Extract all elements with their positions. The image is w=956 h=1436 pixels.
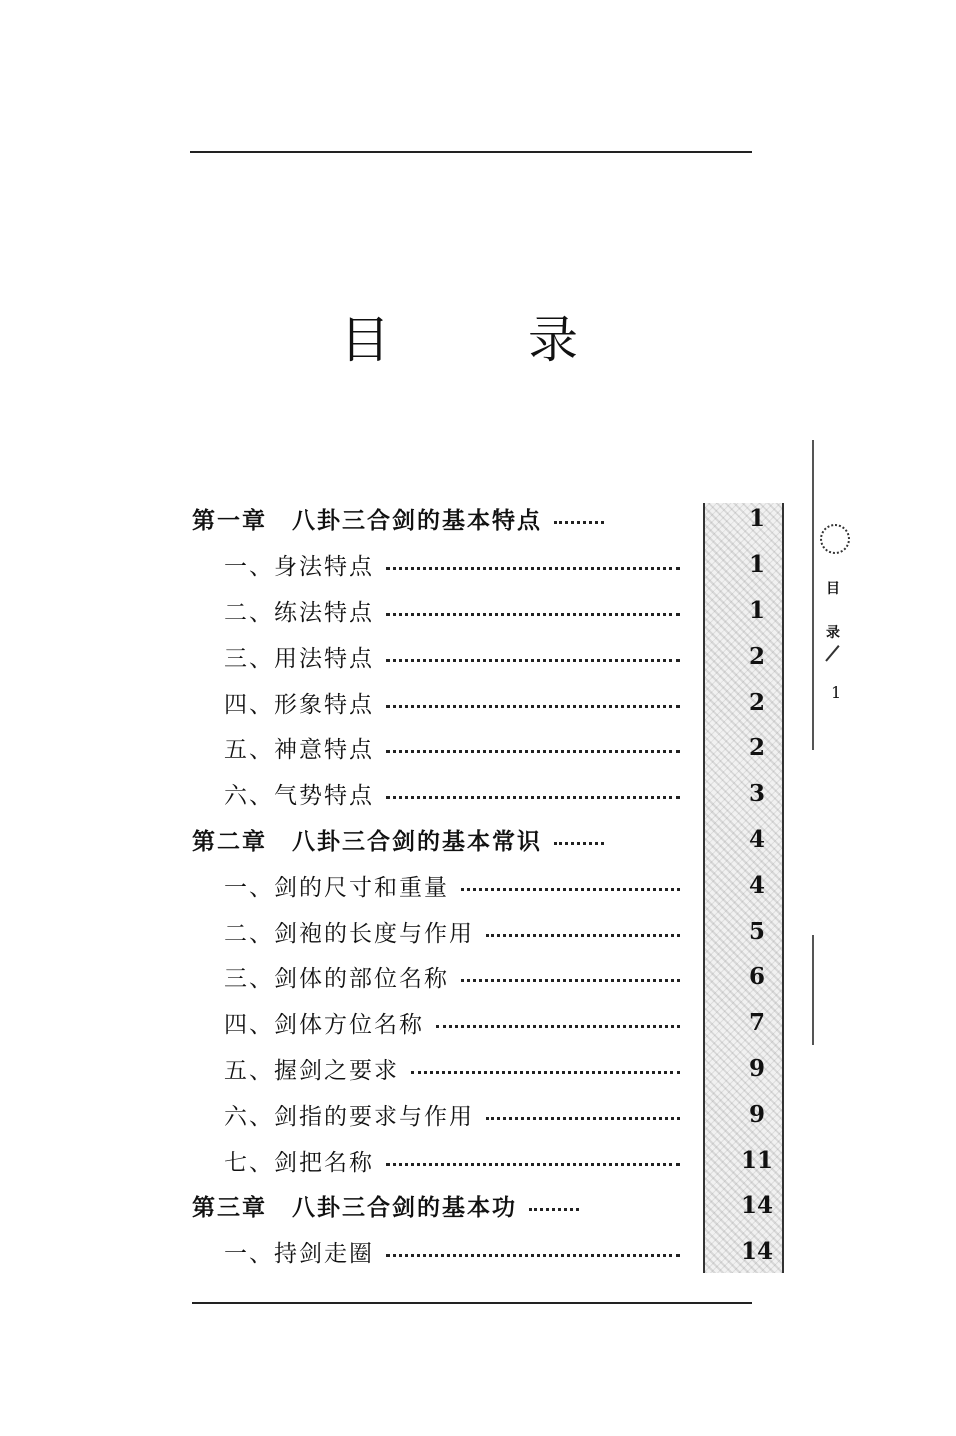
toc-label: 二、练法特点: [224, 599, 374, 626]
page-number: 11: [740, 1146, 773, 1174]
page-number: 3: [748, 780, 765, 808]
toc-label: 一、身法特点: [224, 554, 374, 581]
toc-label: 第二章 八卦三合剑的基本常识: [192, 828, 542, 855]
title-char-1: 目: [340, 311, 392, 369]
leader-dots: [436, 1025, 680, 1028]
bagua-emblem-icon: [820, 524, 850, 554]
page-number: 2: [748, 734, 765, 762]
leader-dots: [554, 521, 604, 524]
sidebar-label-top: 目: [826, 581, 840, 597]
toc-entry[interactable]: [192, 862, 692, 908]
slash-divider: [825, 645, 839, 662]
toc-entry-chapter-2[interactable]: [192, 817, 692, 863]
page-number: 4: [748, 825, 765, 853]
toc-entry-chapter-1[interactable]: [192, 496, 692, 542]
page-number: 4: [748, 871, 765, 899]
leader-dots: [386, 750, 680, 753]
leader-dots: [529, 1208, 579, 1211]
toc-label: 五、神意特点: [224, 737, 374, 764]
leader-dots: [461, 979, 680, 982]
toc-entry[interactable]: [192, 633, 692, 679]
page-number: 1: [748, 551, 765, 579]
toc-entry[interactable]: [192, 908, 692, 954]
toc-label: 第一章 八卦三合剑的基本特点: [192, 508, 542, 535]
page-number: 5: [748, 917, 765, 945]
page-number: 7: [748, 1009, 765, 1037]
leader-dots: [386, 796, 680, 799]
toc-label: 七、剑把名称: [224, 1149, 374, 1176]
toc-label: 四、形象特点: [224, 691, 374, 718]
toc-label: 第三章 八卦三合剑的基本功: [192, 1195, 517, 1222]
leader-dots: [386, 567, 680, 570]
page-number: 1: [748, 596, 765, 624]
toc-entry[interactable]: [192, 771, 692, 817]
title-char-2: 录: [528, 311, 580, 369]
header-rule: [190, 151, 752, 153]
leader-dots: [554, 842, 604, 845]
leader-dots: [386, 1254, 680, 1257]
toc-label: 六、气势特点: [224, 783, 374, 810]
page-number: 1: [748, 505, 765, 533]
page-number: 9: [748, 1054, 765, 1082]
toc-label: 六、剑指的要求与作用: [224, 1103, 474, 1130]
footer-rule: [192, 1302, 752, 1304]
sidebar-page-number: 1: [831, 683, 842, 702]
table-of-contents: [192, 496, 692, 1275]
toc-entry[interactable]: [192, 1046, 692, 1092]
leader-dots: [486, 1117, 680, 1120]
toc-label: 三、剑体的部位名称: [224, 966, 449, 993]
toc-entry[interactable]: [192, 954, 692, 1000]
toc-label: 三、用法特点: [224, 645, 374, 672]
sidebar-label-bottom: 录: [826, 625, 840, 641]
toc-entry[interactable]: [192, 1000, 692, 1046]
sidebar-rule-lower: [812, 935, 814, 1045]
toc-entry[interactable]: [192, 725, 692, 771]
leader-dots: [386, 705, 680, 708]
toc-entry[interactable]: [192, 542, 692, 588]
toc-entry[interactable]: [192, 1229, 692, 1275]
page-title: [340, 300, 580, 372]
toc-entry[interactable]: [192, 588, 692, 634]
page-number: 9: [748, 1100, 765, 1128]
sidebar-rule: [812, 440, 814, 750]
toc-label: 一、持剑走圈: [224, 1241, 374, 1268]
toc-entry[interactable]: [192, 1091, 692, 1137]
toc-entry-chapter-3[interactable]: [192, 1183, 692, 1229]
toc-entry[interactable]: [192, 679, 692, 725]
toc-label: 五、握剑之要求: [224, 1057, 399, 1084]
toc-entry[interactable]: [192, 1137, 692, 1183]
page-number: 2: [748, 688, 765, 716]
toc-label: 四、剑体方位名称: [224, 1012, 424, 1039]
toc-label: 一、剑的尺寸和重量: [224, 874, 449, 901]
page-number: 14: [740, 1192, 773, 1220]
leader-dots: [386, 613, 680, 616]
leader-dots: [461, 888, 680, 891]
page-numbers: [703, 496, 811, 1275]
page-number: 2: [748, 642, 765, 670]
leader-dots: [386, 1163, 680, 1166]
leader-dots: [486, 934, 680, 937]
toc-label: 二、剑袍的长度与作用: [224, 920, 474, 947]
page-number: 6: [748, 963, 765, 991]
page-number: 14: [740, 1238, 773, 1266]
leader-dots: [386, 659, 680, 662]
leader-dots: [411, 1071, 680, 1074]
